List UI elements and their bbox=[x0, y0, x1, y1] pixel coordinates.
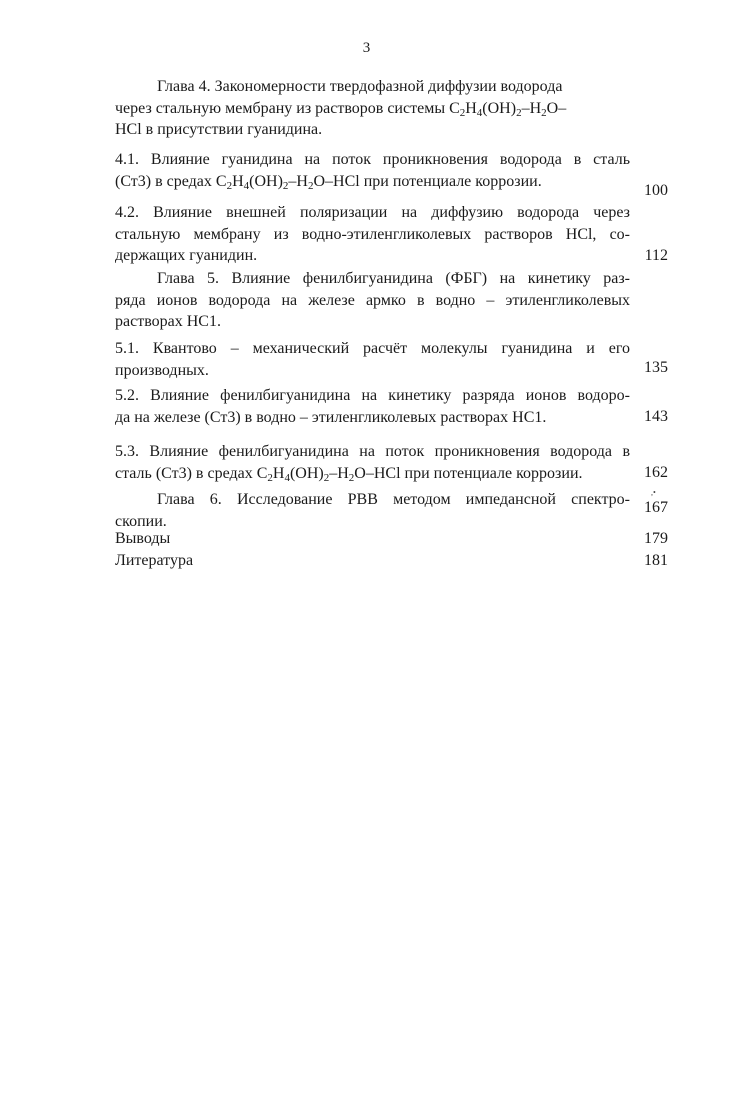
literature-page: 181 bbox=[644, 552, 668, 569]
chapter-4-line-3: HCl в присутствии гуанидина. bbox=[115, 121, 323, 138]
section-4-2-line-3: держащих гуанидин. bbox=[115, 247, 258, 264]
handwritten-mark: ,• bbox=[651, 488, 656, 497]
toc-section-4-1 bbox=[115, 149, 630, 192]
literature-label: Литература bbox=[115, 552, 194, 569]
chapter-5-line-3: растворах HC1. bbox=[115, 313, 221, 330]
section-4-2-line-1: 4.2. Влияние внешней поляризации на диффузию водорода через bbox=[115, 204, 630, 221]
chapter-6-line-1: Глава 6. Исследование РВВ методом импедансной спектро- bbox=[157, 491, 630, 508]
section-5-2-line-2: да на железе (Ст3) в водно – этиленгликолевых растворах HC1. bbox=[115, 408, 547, 426]
section-4-2-line-2: стальную мембрану из водно-этиленгликолевых растворов HCl, со- bbox=[115, 225, 630, 243]
conclusions-label: Выводы bbox=[115, 530, 171, 547]
section-5-2-page: 143 bbox=[644, 408, 668, 425]
section-5-1-page: 135 bbox=[644, 359, 668, 376]
section-5-1-line-1: 5.1. Квантово – механический расчёт молекулы гуанидина и его bbox=[115, 340, 630, 357]
toc-chapter-5 bbox=[115, 268, 630, 333]
toc-section-4-2 bbox=[115, 202, 630, 267]
section-4-2-page: 112 bbox=[644, 247, 668, 264]
chapter-4-line-2: через стальную мембрану из растворов системы $C_2H_4(OH)_2-H_2O-$ bbox=[115, 99, 567, 119]
section-5-3-page: 162 bbox=[644, 464, 668, 481]
conclusions-page: 179 bbox=[644, 530, 668, 547]
section-5-3-line-2: сталь (Ст3) в средах $C_2H_4(OH)_2-H_2O$–HCl при потенциале коррозии. bbox=[115, 464, 583, 484]
chapter-6-line-2: скопии. bbox=[115, 512, 167, 530]
toc-literature bbox=[115, 550, 630, 572]
section-5-3-line-1: 5.3. Влияние фенилбигуанидина на поток проникновения водорода в bbox=[115, 443, 630, 460]
chapter-6-page: 167 bbox=[644, 499, 668, 516]
section-5-1-line-2: производных. bbox=[115, 361, 209, 379]
toc-chapter-4 bbox=[115, 76, 630, 141]
section-4-1-line-1: 4.1. Влияние гуанидина на поток проникновения водорода в сталь bbox=[115, 151, 630, 168]
section-4-1-line-2: (Ст3) в средах $C_2H_4(OH)_2-H_2O$–HCl при потенциале коррозии. bbox=[115, 172, 542, 192]
chapter-5-line-1: Глава 5. Влияние фенилбигуанидина (ФБГ) на кинетику раз- bbox=[157, 270, 630, 287]
toc-section-5-1 bbox=[115, 338, 630, 381]
chapter-5-line-2: ряда ионов водорода на железе армко в водно – этиленгликолевых bbox=[115, 291, 630, 309]
toc-chapter-6 bbox=[115, 489, 630, 532]
toc-conclusions bbox=[115, 528, 630, 550]
page-number: 3 bbox=[362, 40, 371, 56]
chapter-4-line-1: Глава 4. Закономерности твердофазной диффузии водорода bbox=[157, 78, 563, 95]
toc-section-5-3 bbox=[115, 441, 630, 484]
toc-section-5-2 bbox=[115, 385, 630, 428]
section-4-1-page: 100 bbox=[644, 182, 668, 199]
section-5-2-line-1: 5.2. Влияние фенилбигуанидина на кинетику разряда ионов водоро- bbox=[115, 387, 630, 404]
